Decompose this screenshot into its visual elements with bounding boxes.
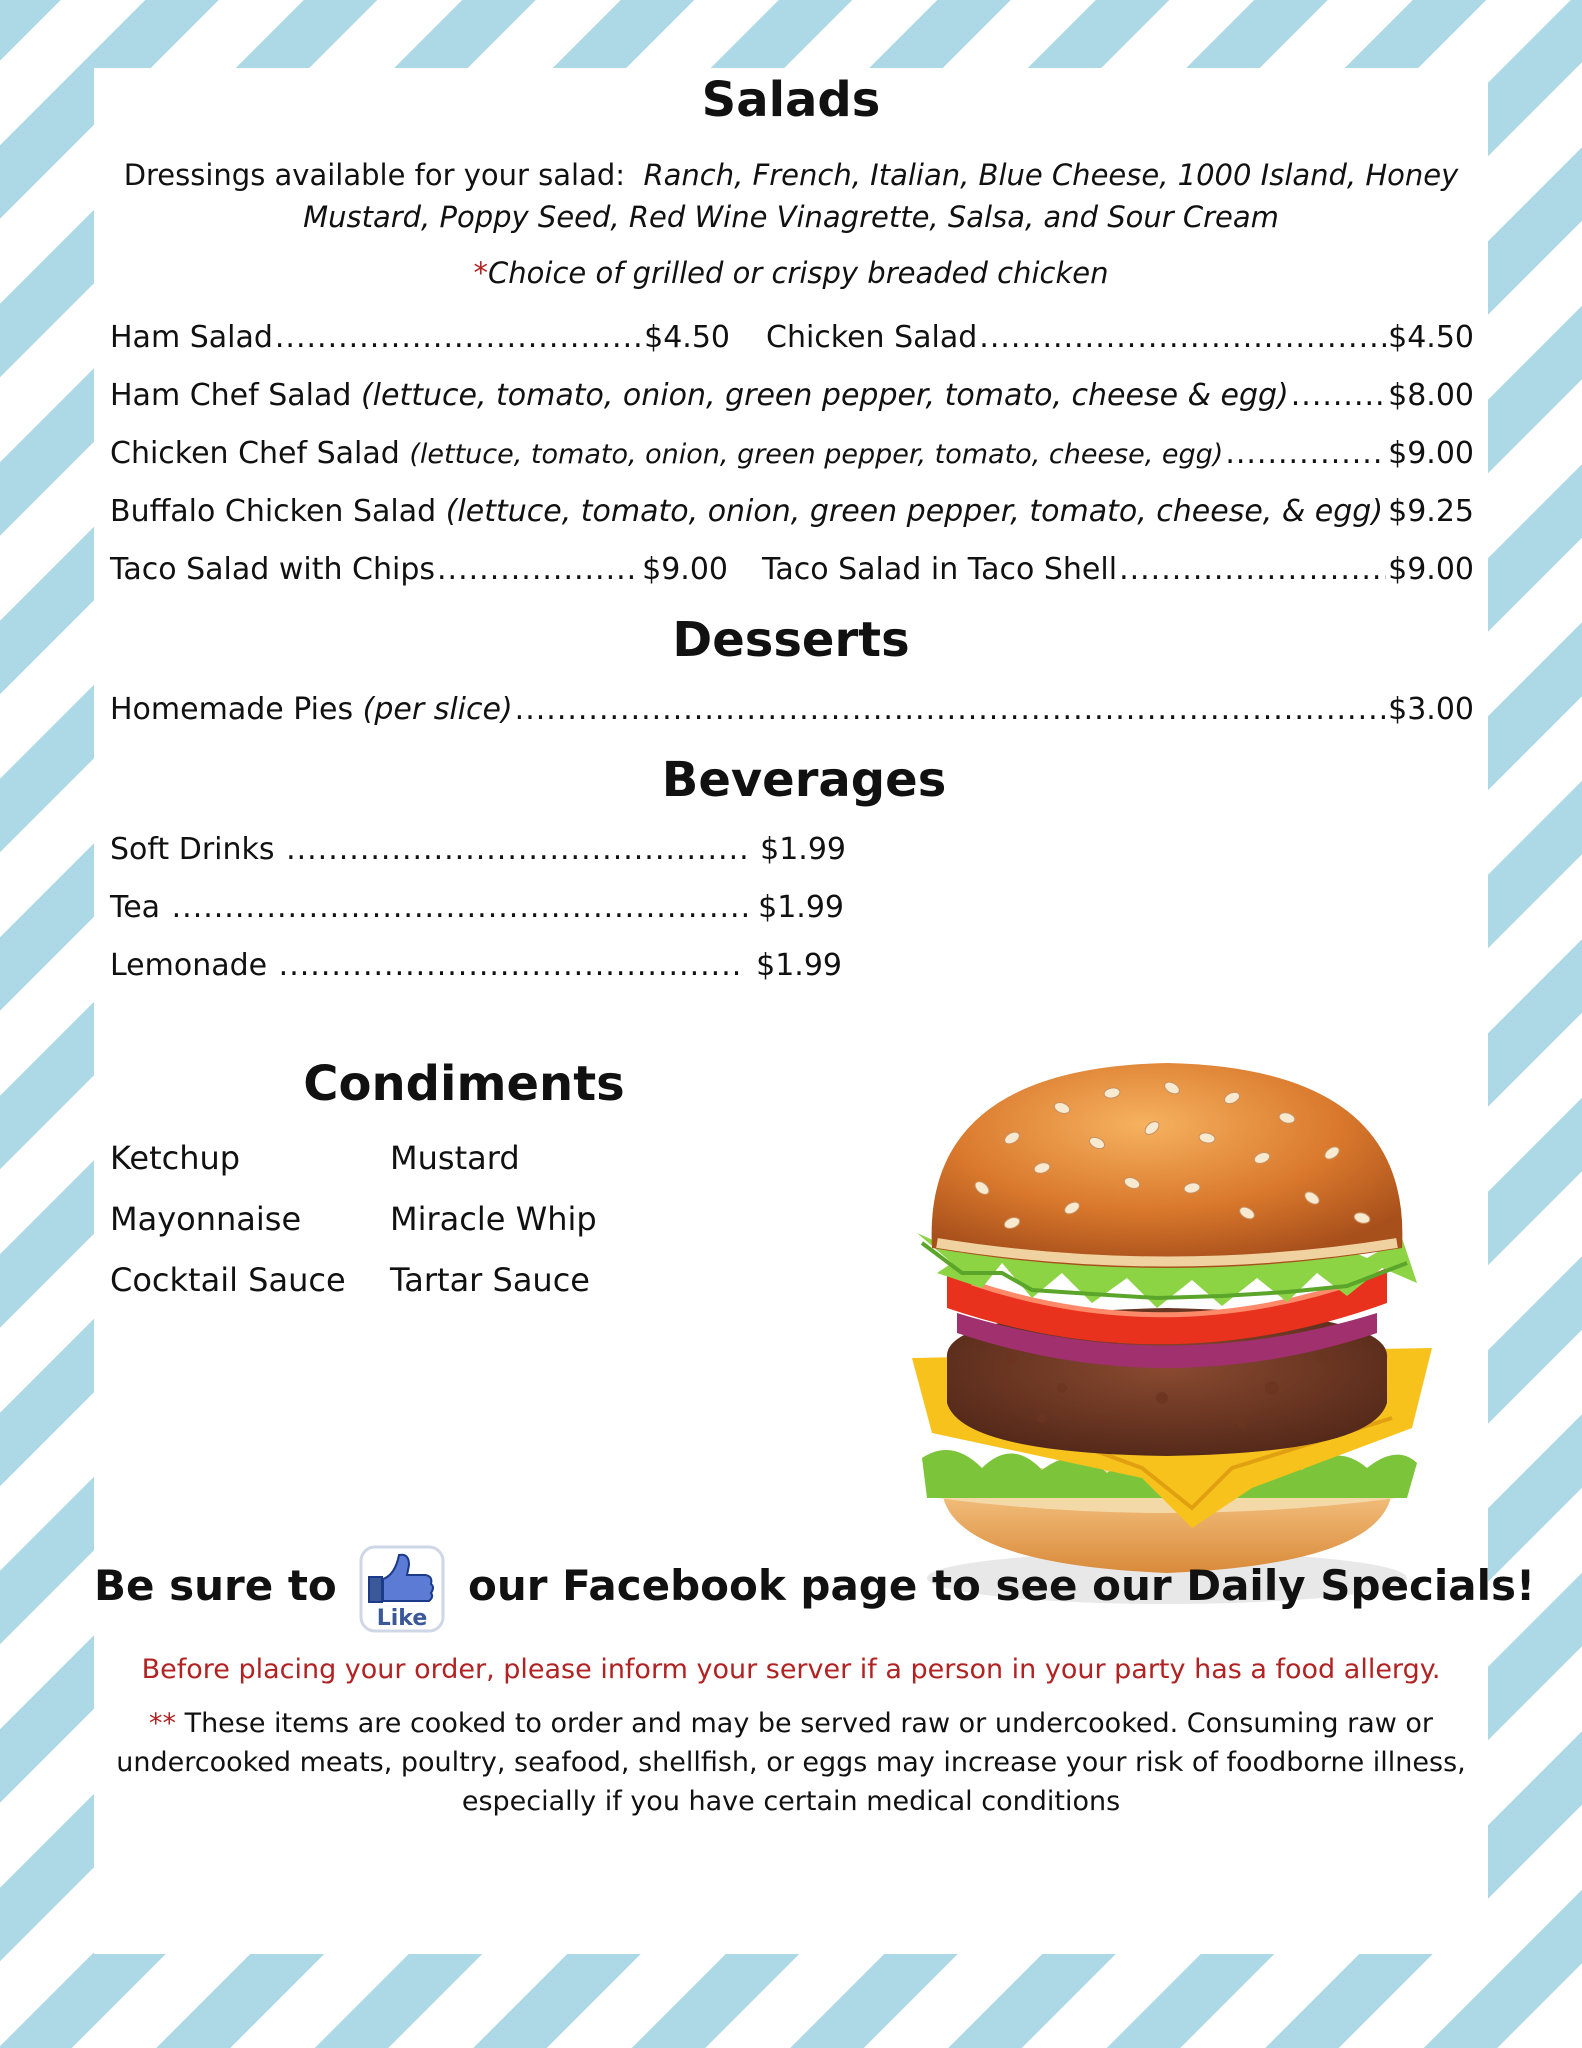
dot-leader (275, 318, 642, 358)
item-name: Homemade Pies (110, 692, 354, 727)
facebook-callout (94, 1536, 1536, 1636)
menu-item-tea (110, 888, 844, 928)
condiment-miracle-whip: Miracle Whip (390, 1200, 597, 1238)
menu-item-lemonade (110, 946, 842, 986)
item-description: (per slice) (362, 692, 513, 727)
facebook-callout-end: our Facebook page to see our Daily Specials! (468, 1561, 1536, 1610)
item-price: $4.50 (1388, 320, 1474, 355)
item-price: $3.00 (1388, 692, 1474, 727)
dot-leader (1291, 376, 1386, 416)
raw-food-warning-line-3: especially if you have certain medical conditions (461, 1786, 1121, 1817)
dot-leader (979, 318, 1386, 358)
dot-leader (172, 888, 747, 928)
item-price: $1.99 (756, 948, 842, 983)
raw-food-warning-line-1 (94, 1704, 1488, 1743)
condiment-mayonnaise: Mayonnaise (110, 1200, 302, 1238)
item-description: (lettuce, tomato, onion, green pepper, tomato, cheese, egg) (409, 439, 1224, 470)
item-price: $9.25 (1388, 494, 1474, 529)
item-price: $8.00 (1388, 378, 1474, 413)
item-name: Taco Salad with Chips (110, 552, 436, 587)
menu-item-ham-chef-salad (110, 376, 1474, 416)
item-name: Buffalo Chicken Salad (110, 494, 437, 529)
menu-item-taco-salad-chips (110, 550, 728, 590)
raw-food-warning-line-2: undercooked meats, poultry, seafood, shellfish, or eggs may increase your risk of foodborne illness, (116, 1747, 1466, 1778)
condiments-title: Condiments (303, 1056, 625, 1112)
item-name: Lemonade (110, 948, 268, 983)
item-price: $9.00 (1388, 552, 1474, 587)
beverages-title: Beverages (661, 752, 947, 808)
item-price: $4.50 (644, 320, 730, 355)
allergy-notice: Before placing your order, please inform your server if a person in your party has a food allergy. (141, 1654, 1441, 1685)
item-price: $1.99 (760, 832, 846, 867)
item-name: Ham Chef Salad (110, 378, 352, 413)
facebook-like-button[interactable] (359, 1545, 445, 1633)
item-price: $9.00 (1388, 436, 1474, 471)
menu-item-taco-salad-shell (762, 550, 1474, 590)
chicken-note-text: Choice of grilled or crispy breaded chicken (488, 256, 1109, 290)
item-price: $1.99 (758, 890, 844, 925)
facebook-like-label: Like (377, 1605, 428, 1631)
dot-leader (286, 830, 748, 870)
menu-item-chicken-chef-salad (110, 434, 1474, 475)
item-name: Soft Drinks (110, 832, 275, 867)
facebook-callout-start: Be sure to (94, 1561, 337, 1610)
warning-mark: ** (148, 1708, 176, 1739)
dressings-line-1 (94, 154, 1488, 196)
menu-item-soft-drinks (110, 830, 846, 870)
hamburger-illustration (892, 1058, 1442, 1618)
menu-page (94, 68, 1536, 1954)
warning-text-1: These items are cooked to order and may be served raw or undercooked. Consuming raw or (184, 1708, 1434, 1739)
menu-item-homemade-pies (110, 690, 1474, 730)
dot-leader (1225, 434, 1386, 474)
item-name: Chicken Salad (766, 320, 978, 355)
item-description: (lettuce, tomato, onion, green pepper, tomato, cheese & egg) (360, 378, 1289, 413)
item-name: Tea (110, 890, 161, 925)
dot-leader (279, 946, 745, 986)
item-description: (lettuce, tomato, onion, green pepper, tomato, cheese, & egg) (445, 494, 1384, 529)
condiment-tartar-sauce: Tartar Sauce (390, 1261, 590, 1299)
dot-leader (515, 690, 1386, 730)
condiment-ketchup: Ketchup (110, 1139, 241, 1177)
menu-item-ham-salad (110, 318, 730, 358)
chicken-note-mark: * (473, 256, 489, 290)
desserts-title: Desserts (672, 612, 910, 668)
dot-leader (1385, 492, 1386, 532)
condiment-cocktail-sauce: Cocktail Sauce (110, 1261, 346, 1299)
dot-leader (1119, 550, 1386, 590)
item-name: Ham Salad (110, 320, 273, 355)
dressings-intro: Dressings available for your salad: (123, 158, 626, 192)
condiment-mustard: Mustard (390, 1139, 520, 1177)
dressings-line-2: Mustard, Poppy Seed, Red Wine Vinagrette, Salsa, and Sour Cream (303, 200, 1279, 234)
menu-item-chicken-salad (766, 318, 1474, 358)
dot-leader (437, 550, 640, 590)
salads-title: Salads (701, 72, 881, 128)
item-name: Taco Salad in Taco Shell (762, 552, 1118, 587)
item-name: Chicken Chef Salad (110, 436, 400, 471)
menu-item-buffalo-chicken-salad (110, 492, 1474, 532)
facebook-like-icon (359, 1545, 445, 1633)
chicken-note (94, 252, 1488, 294)
item-price: $9.00 (642, 552, 728, 587)
dressings-list-1: Ranch, French, Italian, Blue Cheese, 1000 Island, Honey (643, 158, 1459, 192)
